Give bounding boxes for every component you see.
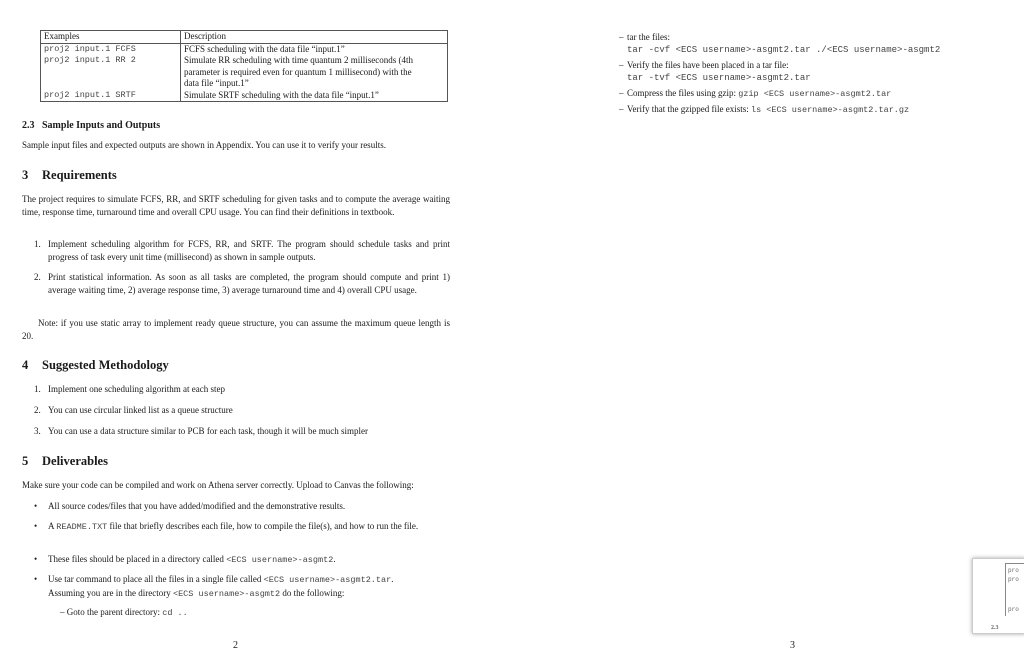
inline-code: <ECS username>-asgmt2: [226, 555, 334, 565]
page-thumbnail[interactable]: [972, 558, 1024, 634]
list-item-text: You can use a data structure similar to PCB for each task, though it will be much simpler: [48, 426, 369, 436]
tar-command: tar -cvf <ECS username>-asgmt2.tar ./<ECS username>-asgmt2: [627, 45, 941, 55]
list-item-text: file that briefly describes each file, how to compile the file(s), and how to run the file.: [107, 521, 419, 531]
list-item-text: All source codes/files that you have added/modified and the demonstrative results.: [48, 501, 346, 511]
dash-marker: –: [60, 607, 67, 617]
section-title: Deliverables: [42, 454, 108, 468]
list-item-text: These files should be placed in a directory called: [48, 554, 227, 564]
dash-marker: –: [619, 32, 624, 42]
list-item-text: Assuming you are in the directory: [48, 587, 173, 598]
page-number: 2: [233, 640, 238, 651]
list-item-text: A: [48, 521, 57, 531]
list-item-text: Goto the parent directory:: [66, 607, 163, 617]
section-title: Sample Inputs and Outputs: [42, 120, 161, 131]
table-cell-example: proj2 input.1 SRTF: [41, 90, 181, 102]
section-3-note: Note: if you use static array to implement ready queue structure, you can assume the maximum queue length is 20.: [22, 318, 450, 341]
table-cell-description: FCFS scheduling with the data file “input.1”: [181, 43, 448, 55]
dash-marker: –: [619, 60, 624, 70]
section-number: 5: [22, 454, 29, 468]
table-cell-description: Simulate SRTF scheduling with the data file “input.1”: [181, 90, 448, 102]
section-number: 4: [22, 358, 29, 372]
list-marker: 1.: [34, 384, 41, 394]
section-title: Requirements: [42, 168, 117, 182]
step-text: Verify that the gzipped file exists:: [627, 104, 751, 114]
bullet-marker: •: [34, 574, 38, 584]
list-marker: 3.: [34, 426, 41, 436]
thumbnail-caption: 2.3: [991, 625, 999, 631]
list-item-text: do the following:: [280, 587, 345, 598]
table-header-examples: Examples: [41, 31, 181, 44]
dash-marker: –: [619, 88, 624, 98]
list-marker: 2.: [34, 272, 41, 282]
list-marker: 1.: [34, 239, 41, 249]
inline-code: <ECS username>-asgmt2.tar: [263, 575, 392, 585]
section-2-3-text: Sample input files and expected outputs are shown in Appendix. You can use it to verify your results.: [22, 140, 386, 150]
inline-code: ls <ECS username>-asgmt2.tar.gz: [750, 105, 910, 115]
step-text: tar the files:: [627, 32, 670, 42]
thumbnail-line: pro: [1008, 606, 1019, 613]
inline-code: cd ..: [162, 608, 188, 618]
section-3-intro: The project requires to simulate FCFS, RR, and SRTF scheduling for given tasks and to compute the average waiting time, response time, turnaround time and overall CPU usage. You can find their definitions in textbook.: [22, 194, 450, 217]
list-item-text: You can use circular linked list as a queue structure: [48, 405, 233, 415]
inline-code: <ECS username>-asgmt2: [172, 588, 281, 599]
bullet-marker: •: [34, 501, 38, 511]
list-item-text: Implement scheduling algorithm for FCFS, RR, and SRTF. The program should schedule tasks and print progress of task every unit time (millisecond) as shown in sample outputs.: [48, 239, 450, 262]
table-cell-example: proj2 input.1 RR 2: [41, 55, 181, 90]
step-text: Verify the files have been placed in a tar file:: [627, 60, 789, 70]
list-item-text: Print statistical information. As soon as all tasks are completed, the program should compute and print 1) average waiting time, 2) average response time, 3) average turnaround time and 4) overall CPU usage.: [48, 272, 450, 295]
page-number: 3: [790, 640, 795, 651]
list-item-text: .: [333, 554, 336, 564]
thumbnail-line: pro: [1008, 576, 1019, 583]
bullet-marker: •: [34, 554, 38, 564]
verify-gzip-step: [619, 103, 910, 117]
list-item-text: Use tar command to place all the files in a single file called: [48, 574, 264, 584]
bullet-marker: •: [34, 521, 38, 531]
table-cell-example: proj2 input.1 FCFS: [41, 43, 181, 55]
list-item-text: Implement one scheduling algorithm at each step: [48, 384, 225, 394]
inline-code: README.TXT: [56, 522, 108, 532]
verify-tar-step: [619, 59, 789, 72]
step-text: Compress the files using gzip:: [627, 88, 739, 98]
dash-marker: –: [619, 104, 624, 114]
inline-code: gzip <ECS username>-asgmt2.tar: [738, 89, 892, 99]
description-line: data file “input.1”: [184, 78, 249, 88]
description-line: Simulate RR scheduling with time quantum 2 milliseconds (4th: [184, 55, 413, 65]
verify-tar-command: tar -tvf <ECS username>-asgmt2.tar: [627, 73, 811, 83]
section-number: 2.3: [22, 120, 35, 131]
thumbnail-line: pro: [1008, 567, 1019, 574]
list-item-text: .: [391, 574, 394, 584]
description-line: parameter is required even for quantum 1 millisecond) with the: [184, 66, 412, 77]
section-5-intro: Make sure your code can be compiled and work on Athena server correctly. Upload to Canvas the following:: [22, 480, 414, 490]
section-number: 3: [22, 168, 29, 182]
section-title: Suggested Methodology: [42, 358, 169, 372]
tar-step: [619, 31, 670, 44]
gzip-step: [619, 87, 892, 101]
list-marker: 2.: [34, 405, 41, 415]
table-header-description: Description: [181, 31, 448, 44]
